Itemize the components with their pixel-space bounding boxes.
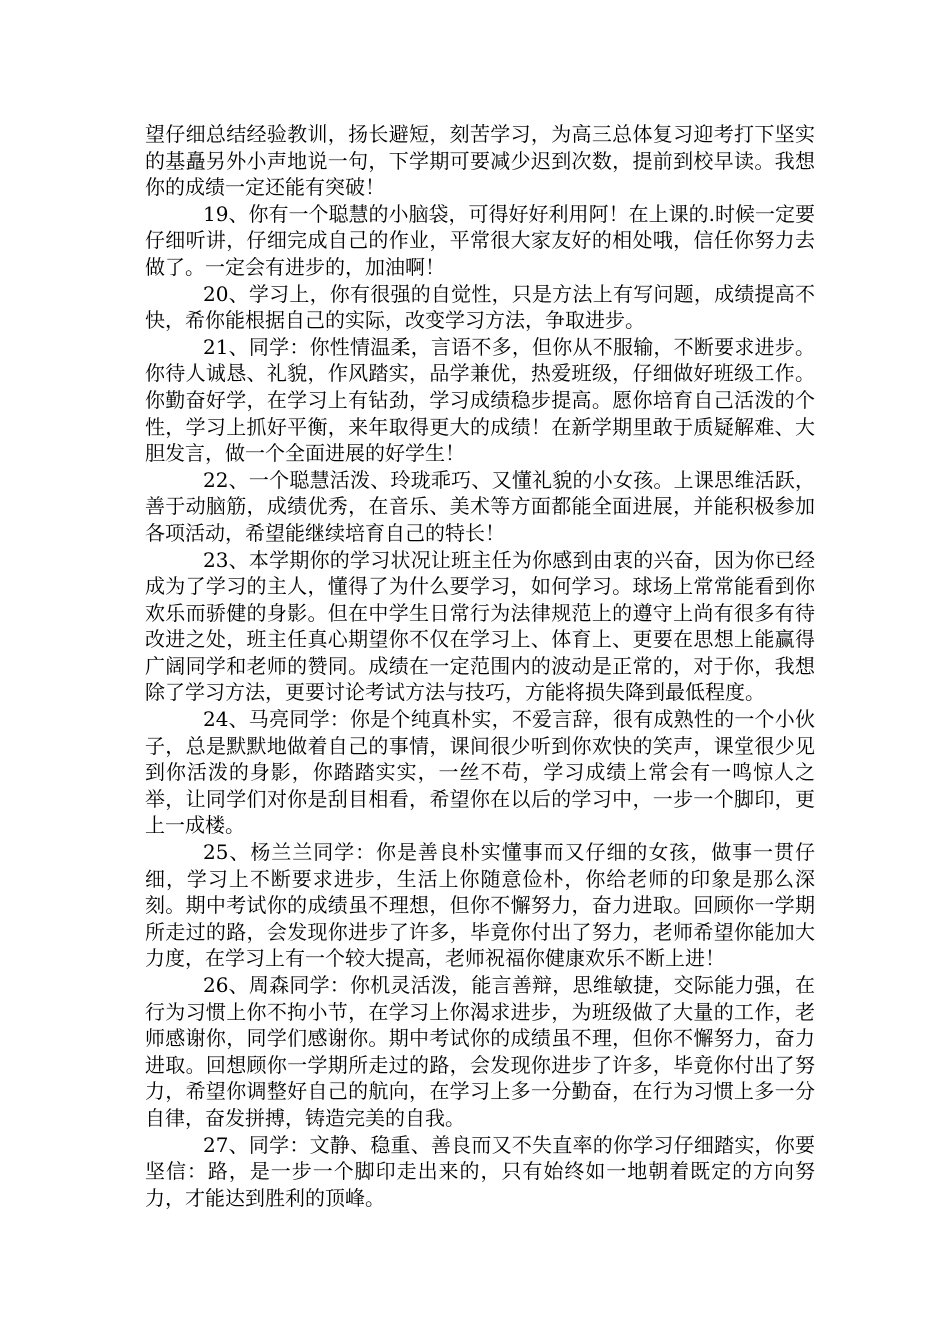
paragraph: 25、杨兰兰同学：你是善良朴实懂事而又仔细的女孩，做事一贯仔细，学习上不断要求进步，生活上你随意俭朴，你给老师的印象是那么深刻。期中考试你的成绩虽不理想，但你不懈努力，奋力进取。回顾你一学期所走过的路，会发现你进步了许多，毕竟你付出了努力，老师希望你能加大力度，在学习上有一个较大提高，老师祝福你健康欢乐不断上进！ bbox=[145, 840, 815, 971]
paragraph: 26、周森同学：你机灵活泼，能言善辩，思维敏捷，交际能力强，在行为习惯上你不拘小节，在学习上你渴求进步，为班级做了大量的工作，老师感谢你，同学们感谢你。期中考试你的成绩虽不理，但你不懈努力，奋力进取。回想顾你一学期所走过的路，会发现你进步了许多，毕竟你付出了努力，希望你调整好自己的航向，在学习上多一分勤奋，在行为习惯上多一分自律，奋发拼搏，铸造完美的自我。 bbox=[145, 973, 815, 1130]
document-body bbox=[145, 121, 815, 1211]
paragraph: 19、你有一个聪慧的小脑袋，可得好好利用阿！在上课的.时候一定要仔细听讲，仔细完成自己的作业，平常很大家友好的相处哦，信任你努力去做了。一定会有进步的，加油啊！ bbox=[145, 201, 815, 279]
paragraph: 望仔细总结经验教训，扬长避短，刻苦学习，为高三总体复习迎考打下坚实的基矗另外小声地说一句，下学期可要减少迟到次数，提前到校早读。我想你的成绩一定还能有突破！ bbox=[145, 122, 815, 200]
paragraph: 22、一个聪慧活泼、玲珑乖巧、又懂礼貌的小女孩。上课思维活跃，善于动脑筋，成绩优秀，在音乐、美术等方面都能全面进展，并能积极参加各项活动，希望能继续培育自己的特长！ bbox=[145, 467, 815, 545]
paragraph: 27、同学：文静、稳重、善良而又不失直率的你学习仔细踏实，你要坚信：路，是一步一个脚印走出来的，只有始终如一地朝着既定的方向努力，才能达到胜利的顶峰。 bbox=[145, 1132, 815, 1210]
paragraph: 20、学习上，你有很强的自觉性，只是方法上有写问题，成绩提高不快，希你能根据自己的实际，改变学习方法，争取进步。 bbox=[145, 281, 815, 333]
paragraph: 24、马亮同学：你是个纯真朴实，不爱言辞，很有成熟性的一个小伙子，总是默默地做着自己的事情，课间很少听到你欢快的笑声，课堂很少见到你活泼的身影，你踏踏实实，一丝不苟，学习成绩上常会有一鸣惊人之举，让同学们对你是刮目相看，希望你在以后的学习中，一步一个脚印，更上一成楼。 bbox=[145, 707, 815, 838]
paragraph: 21、同学：你性情温柔，言语不多，但你从不服输，不断要求进步。你待人诚恳、礼貌，作风踏实，品学兼优，热爱班级，仔细做好班级工作。你勤奋好学，在学习上有钻劲，学习成绩稳步提高。愿你培育自己活泼的个性，学习上抓好平衡，来年取得更大的成绩！在新学期里敢于质疑解难、大胆发言，做一个全面进展的好学生！ bbox=[145, 334, 815, 466]
paragraph: 23、本学期你的学习状况让班主任为你感到由衷的兴奋，因为你已经成为了学习的主人，懂得了为什么要学习，如何学习。球场上常常能看到你欢乐而骄健的身影。但在中学生日常行为法律规范上的遵守上尚有很多有待改进之处，班主任真心期望你不仅在学习上、体育上、更要在思想上能赢得广阔同学和老师的赞同。成绩在一定范围内的波动是正常的，对于你，我想除了学习方法，更要讨论考试方法与技巧，方能将损失降到最低程度。 bbox=[145, 547, 815, 705]
